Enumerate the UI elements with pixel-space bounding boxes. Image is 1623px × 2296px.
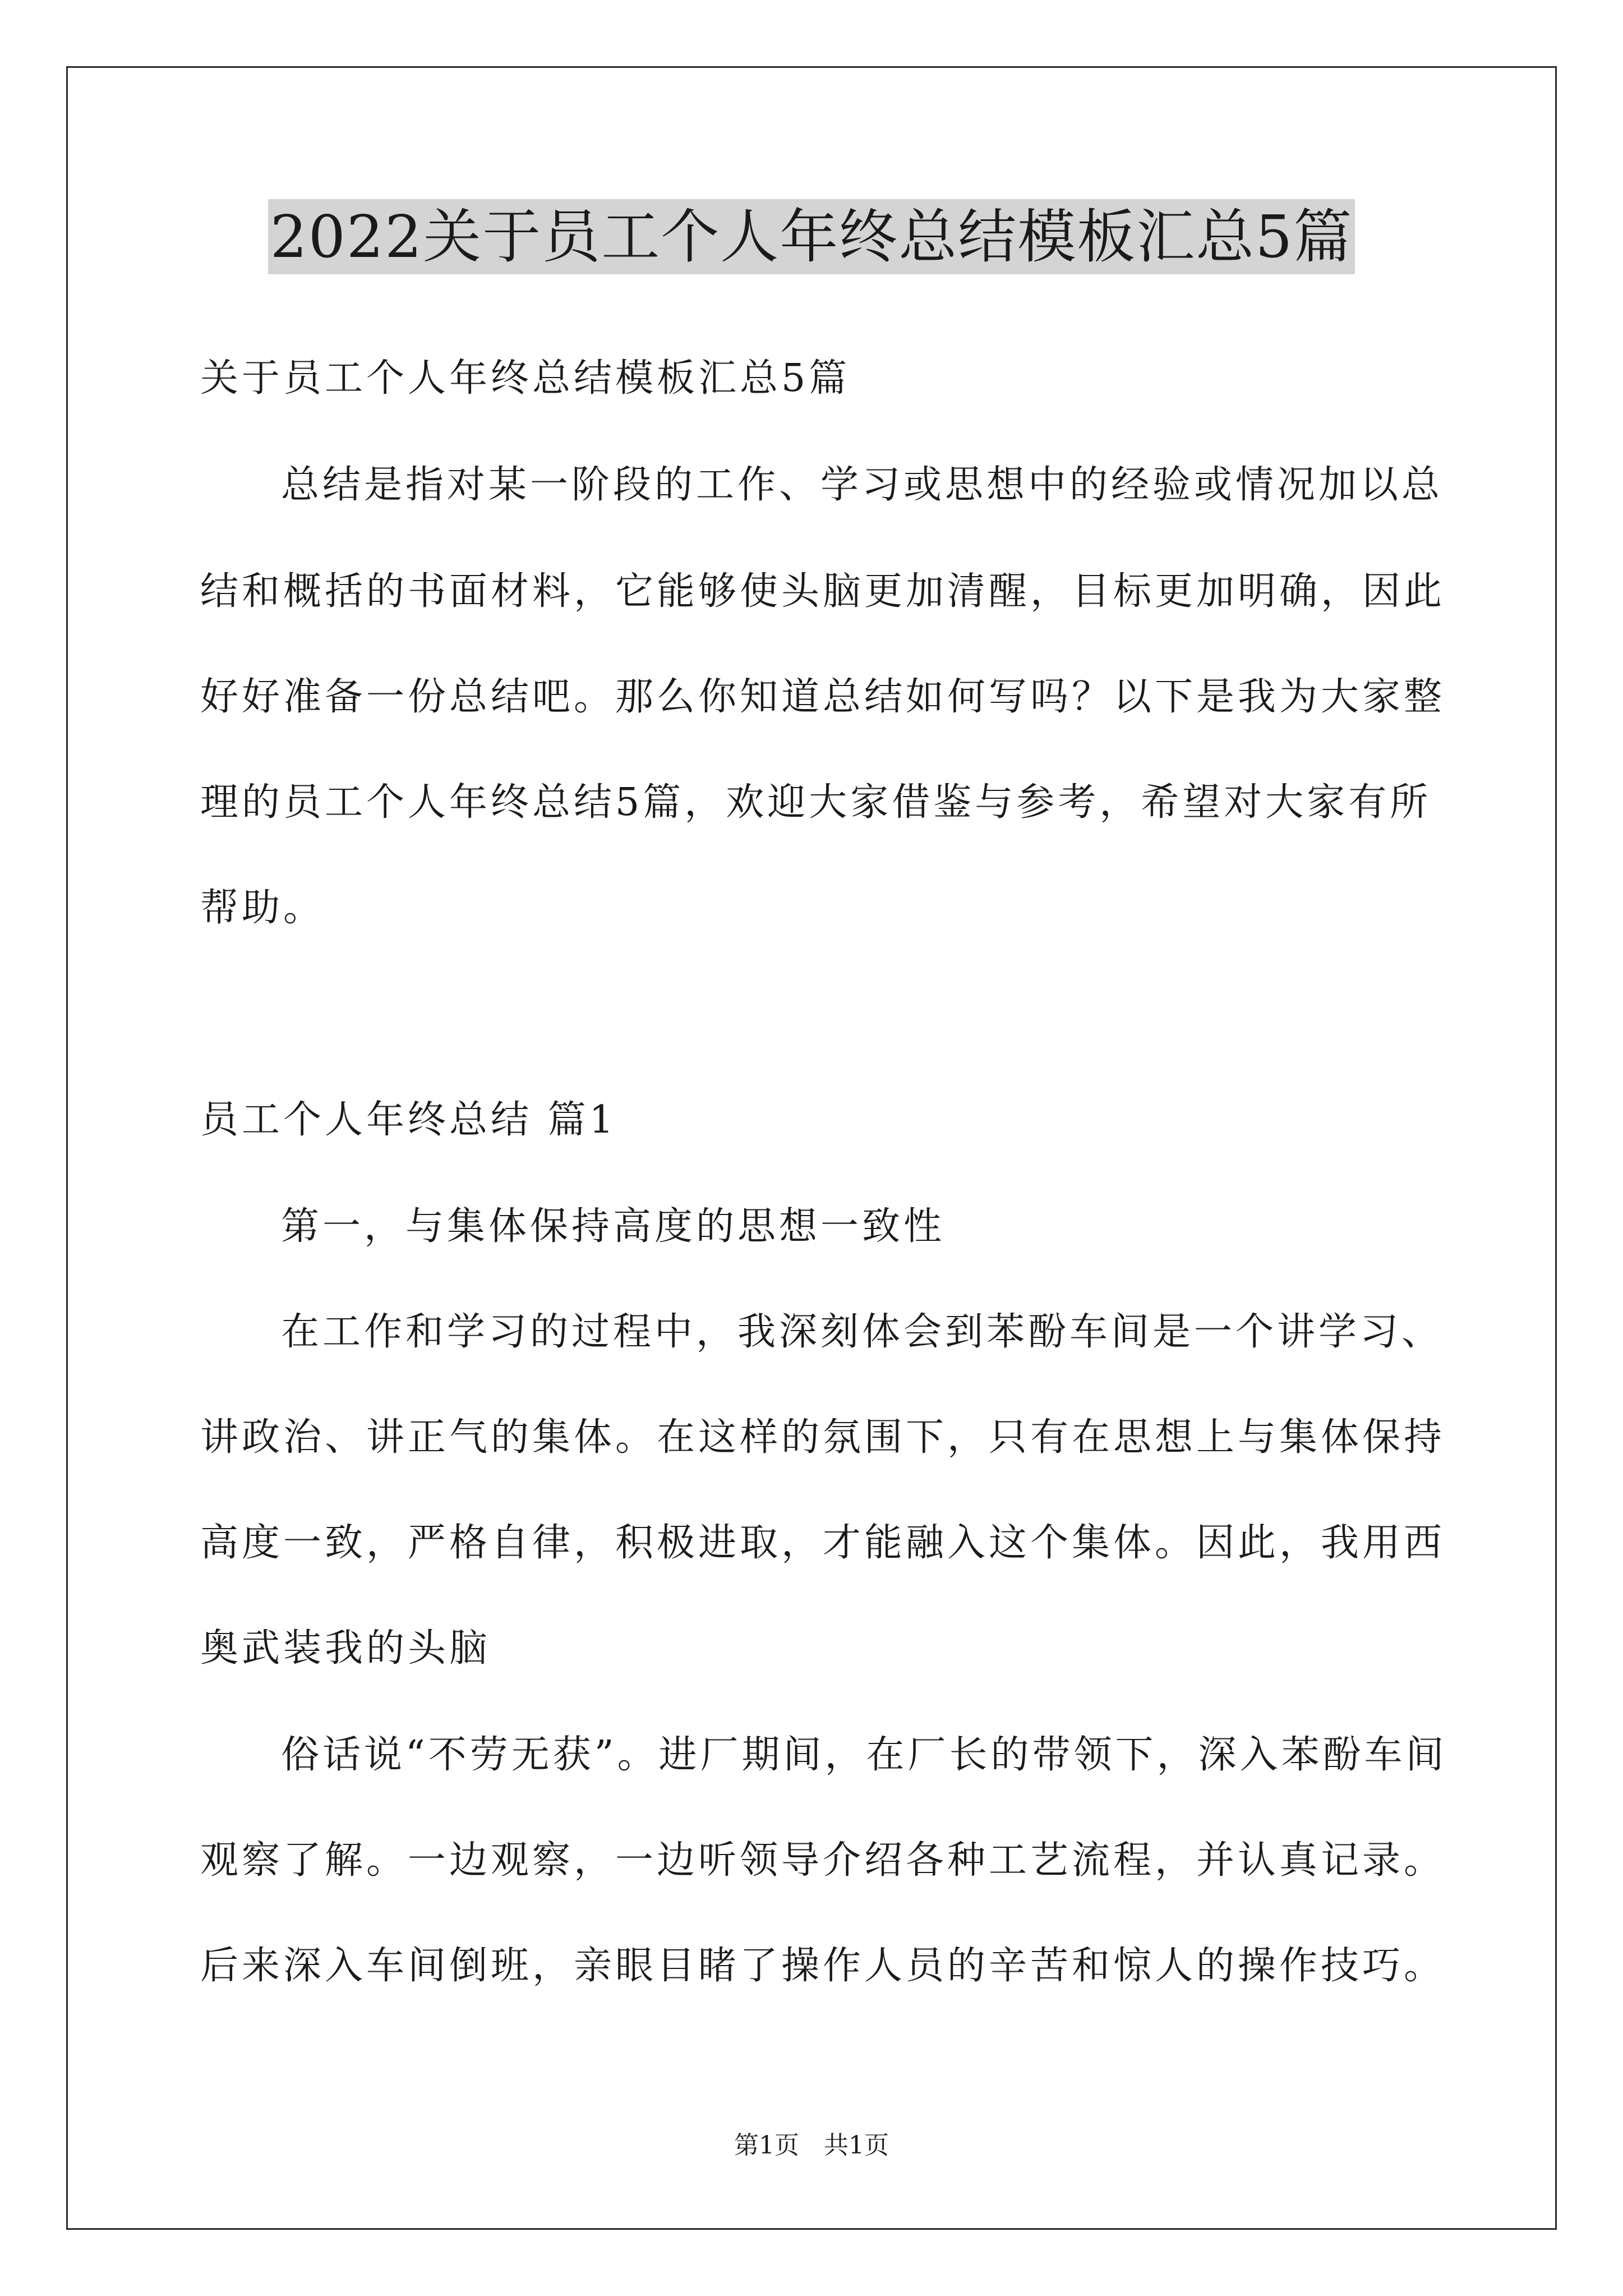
title-container: [0, 199, 1623, 274]
para1-line-1: 在工作和学习的过程中，我深刻体会到苯酚车间是一个讲学习、: [281, 1310, 1444, 1354]
para2-line-2: 观察了解。一边观察，一边听领导介绍各种工艺流程，并认真记录。: [200, 1838, 1446, 1883]
para2-line-1: 俗话说“不劳无获”。进厂期间，在厂长的带领下，深入苯酚车间: [281, 1733, 1447, 1777]
para2-line-3: 后来深入车间倒班，亲眼目睹了操作人员的辛苦和惊人的操作技巧。: [200, 1944, 1446, 1988]
intro-line-4: 理的员工个人年终总结5篇，欢迎大家借鉴与参考，希望对大家有所: [200, 780, 1432, 825]
section-heading: 员工个人年终总结 篇1: [200, 1098, 617, 1142]
para1-line-2: 讲政治、讲正气的集体。在这样的氛围下，只有在思想上与集体保持: [200, 1415, 1446, 1460]
document-subtitle: 关于员工个人年终总结模板汇总5篇: [200, 356, 851, 401]
point-heading: 第一，与集体保持高度的思想一致性: [281, 1204, 946, 1249]
intro-line-5: 帮助。: [200, 886, 325, 930]
intro-line-2: 结和概括的书面材料，它能够使头脑更加清醒，目标更加明确，因此: [200, 569, 1446, 614]
para1-line-4: 奥武装我的头脑: [200, 1626, 491, 1671]
para1-line-3: 高度一致，严格自律，积极进取，才能融入这个集体。因此，我用西: [200, 1521, 1446, 1565]
document-title: 2022关于员工个人年终总结模板汇总5篇: [268, 199, 1355, 274]
intro-line-3: 好好准备一份总结吧。那么你知道总结如何写吗？以下是我为大家整: [200, 675, 1446, 719]
intro-line-1: 总结是指对某一阶段的工作、学习或思想中的经验或情况加以总: [281, 463, 1444, 507]
page-footer: 第1页 共1页: [734, 2131, 889, 2160]
